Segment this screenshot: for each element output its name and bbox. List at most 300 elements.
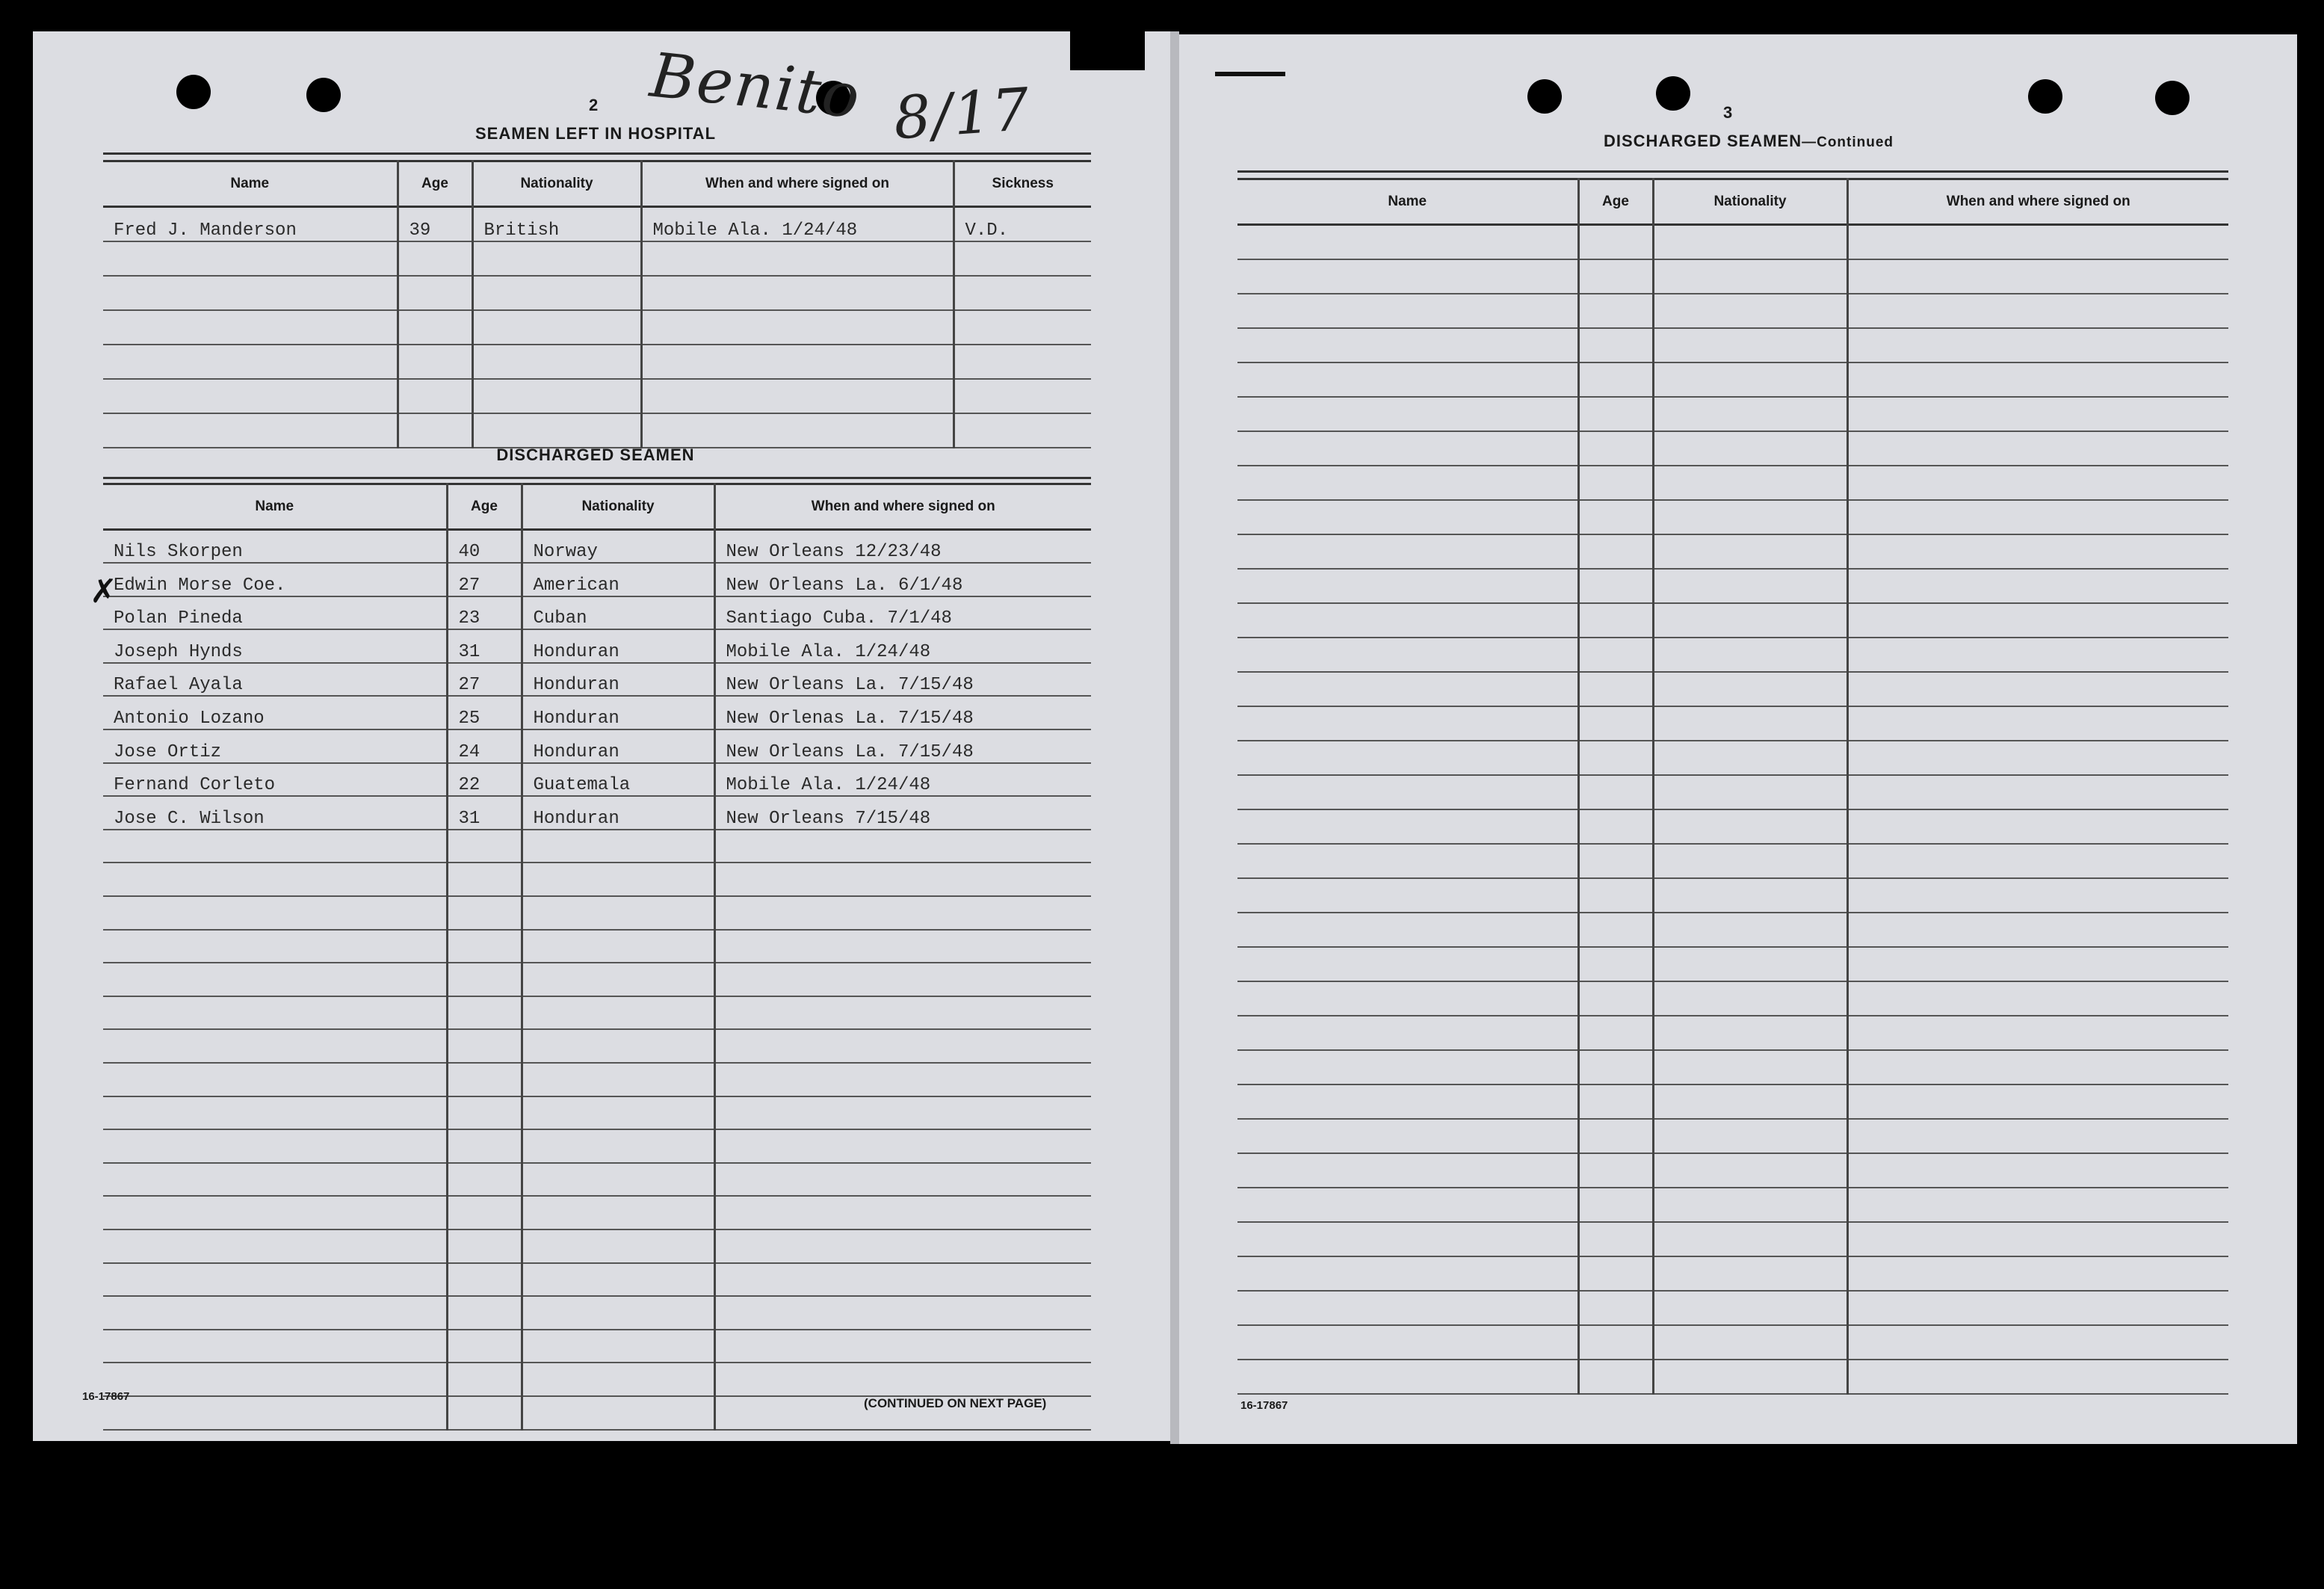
table-cell <box>1578 1325 1653 1360</box>
binder-hole <box>306 78 341 112</box>
table-cell <box>1578 1291 1653 1325</box>
table-cell <box>714 1363 1091 1396</box>
table-cell <box>103 413 398 448</box>
table-cell <box>447 896 522 930</box>
table-cell: Guatemala <box>522 763 714 797</box>
table-row <box>103 1063 1091 1096</box>
table-cell <box>1653 603 1847 638</box>
table-cell <box>1847 878 2228 913</box>
table-row <box>103 696 1091 729</box>
table-cell <box>1653 362 1847 397</box>
table-cell <box>1653 741 1847 775</box>
table-cell <box>1578 1360 1653 1394</box>
table-cell: Santiago Cuba. 7/1/48 <box>714 596 1091 630</box>
table-cell <box>1578 844 1653 878</box>
table-cell <box>1847 638 2228 672</box>
column-header: Age <box>1578 179 1653 225</box>
table-cell <box>1578 328 1653 362</box>
hospital-table <box>103 160 1091 448</box>
table-cell <box>1578 1153 1653 1188</box>
table-cell <box>522 1363 714 1396</box>
table-cell <box>1237 913 1578 947</box>
column-header: Age <box>398 161 472 207</box>
table-row <box>103 796 1091 830</box>
table-row <box>1237 500 2228 534</box>
table-cell <box>1847 1325 2228 1360</box>
table-cell <box>1653 638 1847 672</box>
table-cell <box>447 1063 522 1096</box>
table-row <box>1237 981 2228 1016</box>
table-row <box>1237 1084 2228 1119</box>
rule <box>1237 170 2228 173</box>
table-cell <box>398 345 472 379</box>
continued-note: (CONTINUED ON NEXT PAGE) <box>864 1396 1047 1410</box>
table-cell <box>1653 328 1847 362</box>
binder-hole <box>1527 79 1562 114</box>
table-cell: 40 <box>447 530 522 564</box>
table-cell <box>447 1129 522 1163</box>
table-cell <box>714 1163 1091 1197</box>
table-cell: American <box>522 563 714 596</box>
table-row <box>103 830 1091 863</box>
table-cell <box>447 1396 522 1430</box>
table-cell <box>103 379 398 413</box>
table-cell <box>522 996 714 1030</box>
table-cell <box>1578 878 1653 913</box>
table-cell <box>1237 809 1578 844</box>
table-cell <box>1653 431 1847 466</box>
table-cell <box>1578 913 1653 947</box>
table-cell <box>1237 1222 1578 1256</box>
discharged-continued-title-main: DISCHARGED SEAMEN <box>1603 132 1802 150</box>
table-cell: New Orleans 12/23/48 <box>714 530 1091 564</box>
table-cell <box>103 1096 447 1130</box>
table-cell <box>1237 1050 1578 1084</box>
table-cell <box>1847 1291 2228 1325</box>
table-cell <box>103 241 398 276</box>
table-cell <box>1237 741 1578 775</box>
table-cell: Fernand Corleto <box>103 763 447 797</box>
table-cell: Mobile Ala. 1/24/48 <box>641 207 954 241</box>
table-cell <box>1847 431 2228 466</box>
table-cell <box>447 930 522 963</box>
table-cell <box>954 241 1091 276</box>
table-cell <box>1653 981 1847 1016</box>
table-cell <box>1237 397 1578 431</box>
table-cell <box>1237 1153 1578 1188</box>
table-cell <box>714 1263 1091 1297</box>
table-cell <box>714 1096 1091 1130</box>
table-cell <box>103 963 447 996</box>
table-cell <box>1847 741 2228 775</box>
table-cell <box>1847 981 2228 1016</box>
table-cell <box>954 310 1091 345</box>
table-cell <box>522 1263 714 1297</box>
table-cell <box>1237 294 1578 328</box>
table-row <box>1237 775 2228 809</box>
table-cell <box>1653 1188 1847 1222</box>
column-header: Sickness <box>954 161 1091 207</box>
page-fold <box>1170 31 1179 1444</box>
table-cell <box>714 930 1091 963</box>
table-row <box>1237 878 2228 913</box>
table-cell <box>1847 362 2228 397</box>
table-row <box>103 1330 1091 1363</box>
table-cell <box>1578 1222 1653 1256</box>
table-cell <box>1847 1360 2228 1394</box>
table-cell <box>1237 362 1578 397</box>
table-cell: Honduran <box>522 729 714 763</box>
table-cell <box>103 310 398 345</box>
table-row <box>103 379 1091 413</box>
table-cell <box>714 1229 1091 1263</box>
table-cell <box>1578 397 1653 431</box>
table-cell: Honduran <box>522 663 714 697</box>
table-cell <box>472 379 641 413</box>
table-cell <box>1237 259 1578 294</box>
binder-hole <box>2155 81 2189 115</box>
table-cell <box>398 413 472 448</box>
table-cell <box>1847 1153 2228 1188</box>
table-cell <box>447 830 522 863</box>
table-cell <box>447 1296 522 1330</box>
table-row <box>103 629 1091 663</box>
table-cell <box>447 996 522 1030</box>
table-cell <box>1237 844 1578 878</box>
table-cell: 23 <box>447 596 522 630</box>
table-cell <box>447 963 522 996</box>
table-row <box>103 930 1091 963</box>
table-row <box>103 896 1091 930</box>
table-row <box>1237 569 2228 603</box>
table-cell <box>398 276 472 310</box>
table-cell <box>1653 1050 1847 1084</box>
table-cell <box>1653 1291 1847 1325</box>
table-cell <box>1237 706 1578 741</box>
table-row <box>1237 534 2228 569</box>
table-cell: Norway <box>522 530 714 564</box>
table-cell <box>103 930 447 963</box>
table-cell <box>1653 947 1847 981</box>
table-cell: New Orleans 7/15/48 <box>714 796 1091 830</box>
table-cell <box>1237 1016 1578 1050</box>
table-row <box>1237 1050 2228 1084</box>
table-cell <box>1653 1153 1847 1188</box>
table-cell <box>1237 1291 1578 1325</box>
table-row <box>103 276 1091 310</box>
table-cell: Jose C. Wilson <box>103 796 447 830</box>
column-header: Nationality <box>522 484 714 530</box>
table-cell <box>1578 706 1653 741</box>
table-cell <box>1847 1119 2228 1153</box>
table-row <box>103 1196 1091 1229</box>
table-cell <box>1578 1188 1653 1222</box>
table-cell <box>1578 1050 1653 1084</box>
table-cell <box>954 413 1091 448</box>
table-row <box>1237 809 2228 844</box>
table-row <box>103 1163 1091 1197</box>
table-cell <box>1847 1084 2228 1119</box>
table-cell <box>714 996 1091 1030</box>
table-cell <box>1578 431 1653 466</box>
table-row <box>103 1096 1091 1130</box>
table-row <box>103 863 1091 896</box>
table-cell <box>447 863 522 896</box>
table-cell <box>641 241 954 276</box>
rule <box>103 152 1091 155</box>
table-row <box>103 207 1091 241</box>
table-cell: 22 <box>447 763 522 797</box>
table-cell <box>1578 947 1653 981</box>
table-cell <box>1578 294 1653 328</box>
table-row <box>103 1263 1091 1297</box>
table-row <box>103 729 1091 763</box>
handwritten-date: 8/17 <box>891 75 1033 153</box>
table-row <box>1237 603 2228 638</box>
table-cell <box>103 1396 447 1430</box>
table-cell <box>1653 294 1847 328</box>
table-cell <box>714 1029 1091 1063</box>
table-cell <box>522 1163 714 1197</box>
table-cell <box>641 276 954 310</box>
table-cell <box>103 996 447 1030</box>
table-cell <box>103 345 398 379</box>
table-cell <box>1653 534 1847 569</box>
table-cell <box>103 1296 447 1330</box>
table-cell <box>1653 1016 1847 1050</box>
table-cell <box>1847 1050 2228 1084</box>
table-row <box>103 310 1091 345</box>
table-row <box>1237 1016 2228 1050</box>
table-cell <box>1847 294 2228 328</box>
table-cell <box>714 830 1091 863</box>
table-cell <box>714 1063 1091 1096</box>
table-cell <box>447 1163 522 1197</box>
table-cell <box>1847 706 2228 741</box>
table-row <box>103 345 1091 379</box>
table-cell <box>1653 672 1847 706</box>
check-mark: ✗ <box>90 573 117 611</box>
table-cell <box>1237 775 1578 809</box>
handwritten-vessel-name: Benito <box>646 40 865 133</box>
table-cell: New Orleans La. 7/15/48 <box>714 729 1091 763</box>
table-cell <box>714 1330 1091 1363</box>
table-cell: 31 <box>447 796 522 830</box>
table-cell <box>1847 672 2228 706</box>
table-cell <box>641 413 954 448</box>
table-cell: Jose Ortiz <box>103 729 447 763</box>
table-cell <box>103 863 447 896</box>
table-cell <box>1653 259 1847 294</box>
table-cell <box>1847 775 2228 809</box>
table-cell <box>1237 569 1578 603</box>
table-row <box>1237 844 2228 878</box>
table-cell <box>1847 844 2228 878</box>
table-cell <box>954 345 1091 379</box>
table-cell <box>522 1063 714 1096</box>
table-cell <box>714 963 1091 996</box>
page-number-right: 3 <box>1723 103 1733 122</box>
table-row <box>1237 466 2228 500</box>
table-row <box>1237 1291 2228 1325</box>
table-cell <box>1653 809 1847 844</box>
table-row <box>1237 397 2228 431</box>
table-cell <box>1653 1360 1847 1394</box>
table-cell <box>522 1229 714 1263</box>
table-cell <box>1653 1222 1847 1256</box>
table-cell <box>447 1096 522 1130</box>
table-cell: Nils Skorpen <box>103 530 447 564</box>
table-cell <box>1578 466 1653 500</box>
table-cell <box>522 896 714 930</box>
table-cell <box>1847 1016 2228 1050</box>
table-cell <box>1653 397 1847 431</box>
table-row <box>1237 672 2228 706</box>
table-row <box>1237 259 2228 294</box>
table-cell: V.D. <box>954 207 1091 241</box>
table-cell <box>522 830 714 863</box>
table-cell <box>1578 1016 1653 1050</box>
column-header: Name <box>1388 194 1427 209</box>
table-cell <box>103 1129 447 1163</box>
table-cell <box>1237 225 1578 259</box>
table-cell: 27 <box>447 563 522 596</box>
binder-hole <box>1656 76 1690 111</box>
table-row <box>1237 741 2228 775</box>
table-row <box>103 241 1091 276</box>
table-cell <box>714 896 1091 930</box>
form-number-left: 16-17867 <box>82 1390 130 1403</box>
table-cell <box>103 1163 447 1197</box>
table-cell <box>472 276 641 310</box>
table-cell <box>522 1196 714 1229</box>
table-cell <box>472 413 641 448</box>
table-cell <box>398 379 472 413</box>
table-cell <box>1237 1084 1578 1119</box>
table-cell <box>1653 913 1847 947</box>
table-cell <box>522 963 714 996</box>
table-cell <box>1578 603 1653 638</box>
table-cell <box>1847 225 2228 259</box>
table-row <box>1237 328 2228 362</box>
table-cell <box>1847 466 2228 500</box>
table-row <box>1237 225 2228 259</box>
table-cell <box>1578 1256 1653 1291</box>
table-cell: 31 <box>447 629 522 663</box>
table-cell: 25 <box>447 696 522 729</box>
table-cell <box>1578 741 1653 775</box>
table-cell <box>1578 500 1653 534</box>
table-cell: Honduran <box>522 629 714 663</box>
table-cell <box>1237 1325 1578 1360</box>
table-row <box>1237 1360 2228 1394</box>
table-row <box>103 996 1091 1030</box>
table-cell <box>472 241 641 276</box>
column-header: Name <box>255 499 294 514</box>
table-row <box>1237 913 2228 947</box>
table-cell <box>1847 947 2228 981</box>
table-cell <box>1653 225 1847 259</box>
table-cell <box>1578 534 1653 569</box>
table-row <box>1237 294 2228 328</box>
table-cell <box>1847 1222 2228 1256</box>
table-cell <box>1653 1084 1847 1119</box>
table-cell: Fred J. Manderson <box>103 207 398 241</box>
table-cell: British <box>472 207 641 241</box>
page-number-left: 2 <box>589 96 599 114</box>
table-cell <box>1237 1119 1578 1153</box>
table-cell: Honduran <box>522 796 714 830</box>
table-cell <box>1578 775 1653 809</box>
table-cell <box>472 310 641 345</box>
table-row <box>1237 638 2228 672</box>
table-cell <box>522 1330 714 1363</box>
pen-stroke <box>1215 72 1285 76</box>
table-cell <box>522 1129 714 1163</box>
table-cell <box>1237 1360 1578 1394</box>
table-cell: Honduran <box>522 696 714 729</box>
torn-edge <box>1070 31 1145 70</box>
table-cell <box>1653 1119 1847 1153</box>
form-number-right: 16-17867 <box>1240 1399 1288 1412</box>
table-cell <box>103 1196 447 1229</box>
column-header: Nationality <box>472 161 641 207</box>
table-cell <box>447 1196 522 1229</box>
table-cell <box>103 1063 447 1096</box>
table-row <box>1237 1188 2228 1222</box>
table-cell <box>1847 1188 2228 1222</box>
table-cell <box>1237 431 1578 466</box>
discharged-section-title: DISCHARGED SEAMEN <box>496 445 695 464</box>
binder-hole <box>176 75 211 109</box>
table-cell <box>103 1029 447 1063</box>
table-row <box>103 413 1091 448</box>
table-row <box>103 1229 1091 1263</box>
table-cell <box>1847 913 2228 947</box>
table-cell <box>447 1330 522 1363</box>
table-row <box>103 1029 1091 1063</box>
table-cell: 24 <box>447 729 522 763</box>
table-row <box>1237 1119 2228 1153</box>
table-cell: 39 <box>398 207 472 241</box>
table-cell <box>1578 809 1653 844</box>
table-cell <box>1578 259 1653 294</box>
table-row <box>103 563 1091 596</box>
column-header: When and where signed on <box>1847 179 2228 225</box>
table-cell <box>1237 1256 1578 1291</box>
table-cell <box>103 896 447 930</box>
table-cell <box>1653 500 1847 534</box>
table-cell <box>641 345 954 379</box>
table-cell <box>103 1330 447 1363</box>
table-row <box>103 663 1091 697</box>
table-cell <box>1237 878 1578 913</box>
table-row <box>1237 706 2228 741</box>
table-row <box>1237 431 2228 466</box>
table-row <box>1237 362 2228 397</box>
table-cell <box>103 1363 447 1396</box>
table-row <box>1237 947 2228 981</box>
table-cell <box>1578 1119 1653 1153</box>
table-cell <box>1578 1084 1653 1119</box>
discharged-continued-title <box>1539 132 1958 151</box>
hospital-section-title: SEAMEN LEFT IN HOSPITAL <box>475 124 717 143</box>
discharged-continued-table <box>1237 178 2228 1395</box>
discharged-continued-title-suffix: —Continued <box>1802 135 1894 150</box>
table-cell: Edwin Morse Coe. <box>103 563 447 596</box>
table-row <box>103 1129 1091 1163</box>
table-cell <box>1847 809 2228 844</box>
